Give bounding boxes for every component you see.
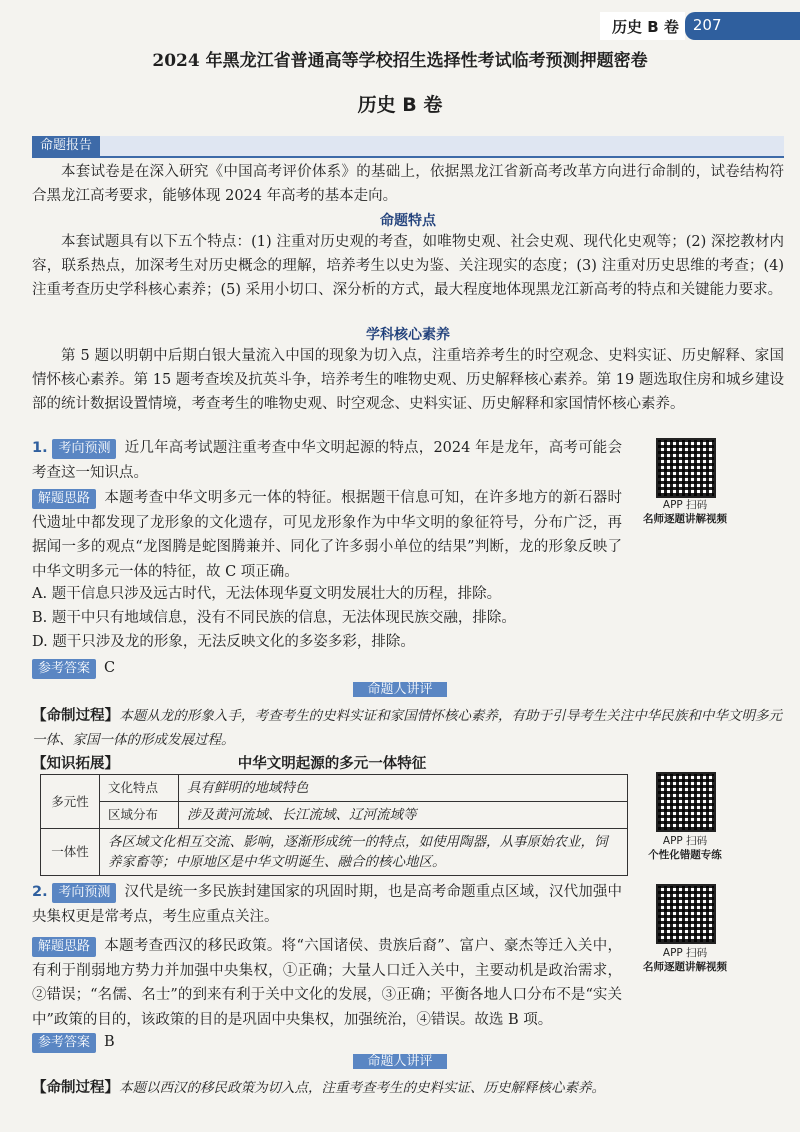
qr3-caption-line1: APP 扫码 (662, 947, 708, 959)
q1-expand-label: 【知识拓展】 (32, 755, 119, 772)
q1-predict-tag: 考向预测 (52, 439, 116, 459)
q2-process-label: 【命制过程】 (32, 1079, 119, 1096)
page-subtitle: 历史 B 卷 (357, 94, 443, 116)
q2-review-bar (0, 1052, 800, 1072)
table-cell: 区域分布 (100, 802, 179, 829)
q2-answer-tag: 参考答案 (32, 1033, 96, 1053)
table-cell: 各区域文化相互交流、影响，逐渐形成统一的特点，如使用陶器，从事原始农业，饲养家畜等；中原地区是中华文明诞生、融合的核心地区。 (100, 829, 628, 876)
table-cell: 具有鲜明的地域特色 (179, 775, 628, 802)
q2-answer (32, 1030, 622, 1055)
q1-answer-value: C (104, 660, 116, 676)
qr1-caption-line1: APP 扫码 (662, 499, 708, 511)
q1-answer (32, 656, 622, 681)
table-cell: 一体性 (41, 829, 100, 876)
q1-review-tag: 命题人讲评 (353, 682, 446, 697)
qr-code-icon[interactable] (656, 772, 716, 832)
q1-answer-tag: 参考答案 (32, 659, 96, 679)
q1-number: 1. (32, 440, 48, 456)
core-text: 第 5 题以明朝中后期白银大量流入中国的现象为切入点，注重培养考生的时空观念、史料实证、历史解释、家国情怀核心素养。第 15 题考查埃及抗英斗争，培养考生的唯物史观、历史解释核心素养。第 19 题选取住房和城乡建设部的统计数据设置情境，考查考生的唯物史观、时空观念、史料实证、历史解释和家国情怀核心素养。 (32, 348, 784, 412)
q2-analysis-text: 本题考查西汉的移民政策。将“六国诸侯、贵族后裔”、富户、豪杰等迁入关中，有利于削弱地方势力并加强中央集权，①正确；大量人口迁入关中，主要动机是政治需求，②错误；“名儒、名士”的到来有利于关中文化的发展，③正确；平衡各地人口分布不是“实关中”政策的目的，该政策的目的是巩固中央集权，加强统治，④错误。故选 B 项。 (32, 938, 622, 1028)
q1-predict-text: 近几年高考试题注重考查中华文明起源的特点，2024 年是龙年，高考可能会考查这一知识点。 (32, 440, 623, 481)
qr-code-icon[interactable] (656, 438, 716, 498)
q2-review-tag: 命题人讲评 (353, 1054, 446, 1069)
qr1-caption (630, 498, 740, 526)
q1-table-title: 中华文明起源的多元一体特征 (237, 756, 427, 772)
qr1-caption-line2: 名师逐题讲解视频 (643, 513, 727, 525)
qr-code-icon[interactable] (656, 884, 716, 944)
page-header-tab (600, 12, 800, 40)
page-title: 2024 年黑龙江省普通高等学校招生选择性考试临考预测押题密卷 (152, 51, 648, 71)
qr3-caption (630, 946, 740, 974)
q1-analysis-text: 本题考查中华文明多元一体的特征。根据题干信息可知，在许多地方的新石器时代遗址中都发现了龙形象的文化遗存，可见龙形象作为中华文明的象征符号，分布广泛，再据闻一多的观点“龙图腾是蛇图腾兼并、同化了许多弱小单位的结果”判断，龙的形象反映了中华文明多元一体的特征，故 C 项正确。 (32, 490, 622, 580)
q2-process (32, 1076, 782, 1100)
qr3-caption-line2: 名师逐题讲解视频 (643, 961, 727, 973)
q2-predict-tag: 考向预测 (52, 883, 116, 903)
q1-predict (32, 436, 622, 485)
q1-review-bar (0, 680, 800, 700)
q2-predict (32, 880, 622, 929)
section-bar (32, 136, 784, 158)
qr2-caption-line1: APP 扫码 (662, 835, 708, 847)
q2-number: 2. (32, 884, 48, 900)
q1-analysis-tag: 解题思路 (32, 489, 96, 509)
header-page-number: 207 (685, 12, 800, 40)
q2-answer-value: B (104, 1034, 115, 1050)
features-text: 本套试题具有以下五个特点：(1) 注重对历史观的考查，如唯物史观、社会史观、现代化史观等；(2) 深挖教材内容，联系热点，加深考生对历史概念的理解，培养考生以史为鉴、关注现实的态度；(3) 注重对历史思维的考查；(4) 注重考查历史学科核心素养；(5) 采用小切口、深分析的方式，最大程度地体现黑龙江新高考的特点和关键能力要求。 (32, 234, 784, 298)
q1-process-label: 【命制过程】 (32, 707, 120, 724)
table-row (41, 829, 628, 876)
header-subject: 历史 B 卷 (600, 12, 685, 40)
report-intro: 本套试卷是在深入研究《中国高考评价体系》的基础上，依据黑龙江省新高考改革方向进行命制的，试卷结构符合黑龙江高考要求，能够体现 2024 年高考的基本走向。 (32, 164, 784, 204)
q1-option-d: D. 题干只涉及龙的形象，无法反映文化的多姿多彩，排除。 (32, 634, 415, 650)
knowledge-table (40, 774, 628, 876)
q1-process (32, 704, 782, 752)
table-row (41, 802, 628, 829)
features-heading: 命题特点 (380, 213, 436, 229)
q2-predict-text: 汉代是统一多民族封建国家的巩固时期，也是高考命题重点区域，汉代加强中央集权更是常考点，考生应重点关注。 (32, 884, 623, 925)
q1-analysis (32, 486, 622, 584)
q1-process-text: 本题从龙的形象入手，考查考生的史料实证和家国情怀核心素养，有助于引导考生关注中华民族和中华文明多元一体、家国一体的形成发展过程。 (32, 708, 783, 748)
table-cell: 涉及黄河流域、长江流域、辽河流域等 (179, 802, 628, 829)
qr2-caption-line2: 个性化错题专练 (648, 849, 722, 861)
q1-option-b: B. 题干中只有地域信息，没有不同民族的信息，无法体现民族交融，排除。 (32, 610, 516, 626)
table-cell: 文化特点 (100, 775, 179, 802)
q1-option-a: A. 题干信息只涉及远古时代，无法体现华夏文明发展壮大的历程，排除。 (32, 586, 502, 602)
table-cell: 多元性 (41, 775, 100, 829)
section-label: 命题报告 (32, 136, 100, 156)
core-heading: 学科核心素养 (366, 327, 450, 343)
q2-analysis (32, 934, 622, 1032)
table-row (41, 775, 628, 802)
q2-analysis-tag: 解题思路 (32, 937, 96, 957)
q2-process-text: 本题以西汉的移民政策为切入点，注重考查考生的史料实证、历史解释核心素养。 (119, 1080, 605, 1096)
qr2-caption (630, 834, 740, 862)
